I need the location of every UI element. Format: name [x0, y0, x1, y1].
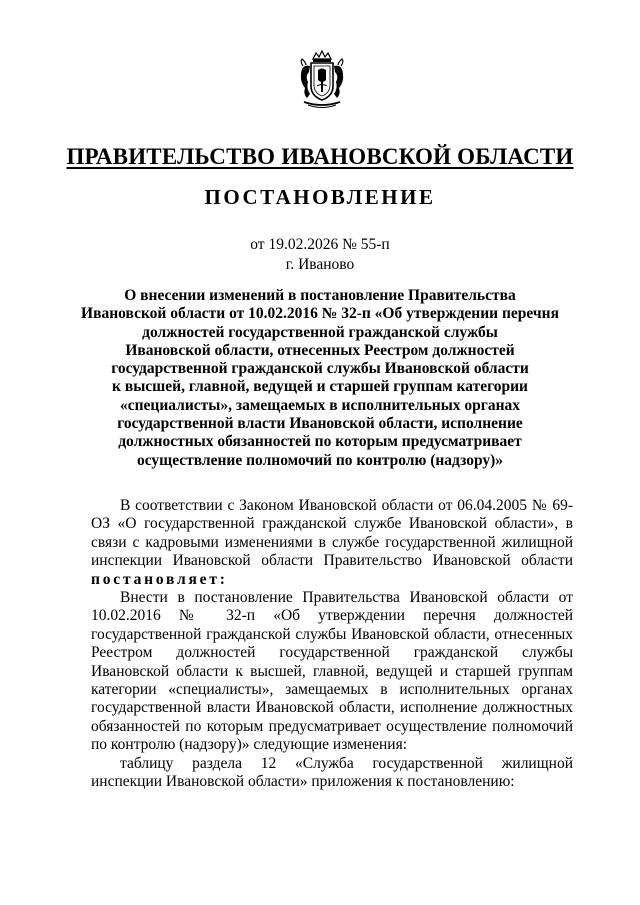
subject-line: «специалисты», замещаемых в исполнительных органах — [119, 396, 521, 414]
table-reference-paragraph: таблицу раздела 12 «Служба государственной жилищной инспекции Ивановской области» приложения к постановлению: — [91, 754, 573, 791]
subject-line: к высшей, главной, ведущей и старшей группам категории — [112, 378, 528, 396]
government-title: ПРАВИТЕЛЬСТВО ИВАНОВСКОЙ ОБЛАСТИ — [66, 144, 574, 169]
subject-line: Ивановской области от 10.02.2016 № 32-п «Об утверждении перечня — [81, 305, 559, 323]
subject-line: должностных обязанностей по которым предусматривает — [118, 433, 522, 451]
subject-line: О внесении изменений в постановление Правительства — [124, 287, 516, 304]
subject-line: государственной власти Ивановской области, исполнение — [117, 415, 523, 433]
preamble-text: В соответствии с Законом Ивановской области от 06.04.2005 № 69-ОЗ «О государственной гражданской службе Ивановской области», в связи с кадровыми изменениями в службе государственной жилищной инспекции Ивановской области Правительство Ивановской области — [91, 497, 573, 570]
document-type: ПОСТАНОВЛЕНИЕ — [204, 185, 436, 209]
subject-line: должностей государственной гражданской службы — [142, 323, 498, 341]
document-subject — [80, 287, 560, 470]
subject-line: государственной гражданской службы Ивановской области — [111, 360, 529, 378]
document-body — [91, 497, 573, 792]
document-city: г. Иваново — [285, 256, 355, 273]
preamble-paragraph — [91, 497, 573, 589]
resolves-word: постановляет: — [91, 570, 228, 588]
amendment-paragraph: Внести в постановление Правительства Ивановской области от 10.02.2016 № 32-п «Об утверждении перечня должностей государственной гражданской службы Ивановской области, отнесенных Реестром должностей государственной гражданской службы Ивановской области к высшей, главной, ведущей и старшей группам категории «специалисты», замещаемых в исполнительных органах государственной власти Ивановской области, исполнение должностных обязанностей по которым предусматривает осуществление полномочий по контролю (надзору)» следующие изменения: — [91, 589, 573, 754]
coat-of-arms-icon — [296, 50, 348, 110]
subject-line: Ивановской области, отнесенных Реестром должностей — [125, 341, 515, 359]
subject-line: осуществление полномочий по контролю (надзору)» — [136, 451, 504, 469]
document-date-number: от 19.02.2026 № 55-п — [250, 236, 390, 253]
